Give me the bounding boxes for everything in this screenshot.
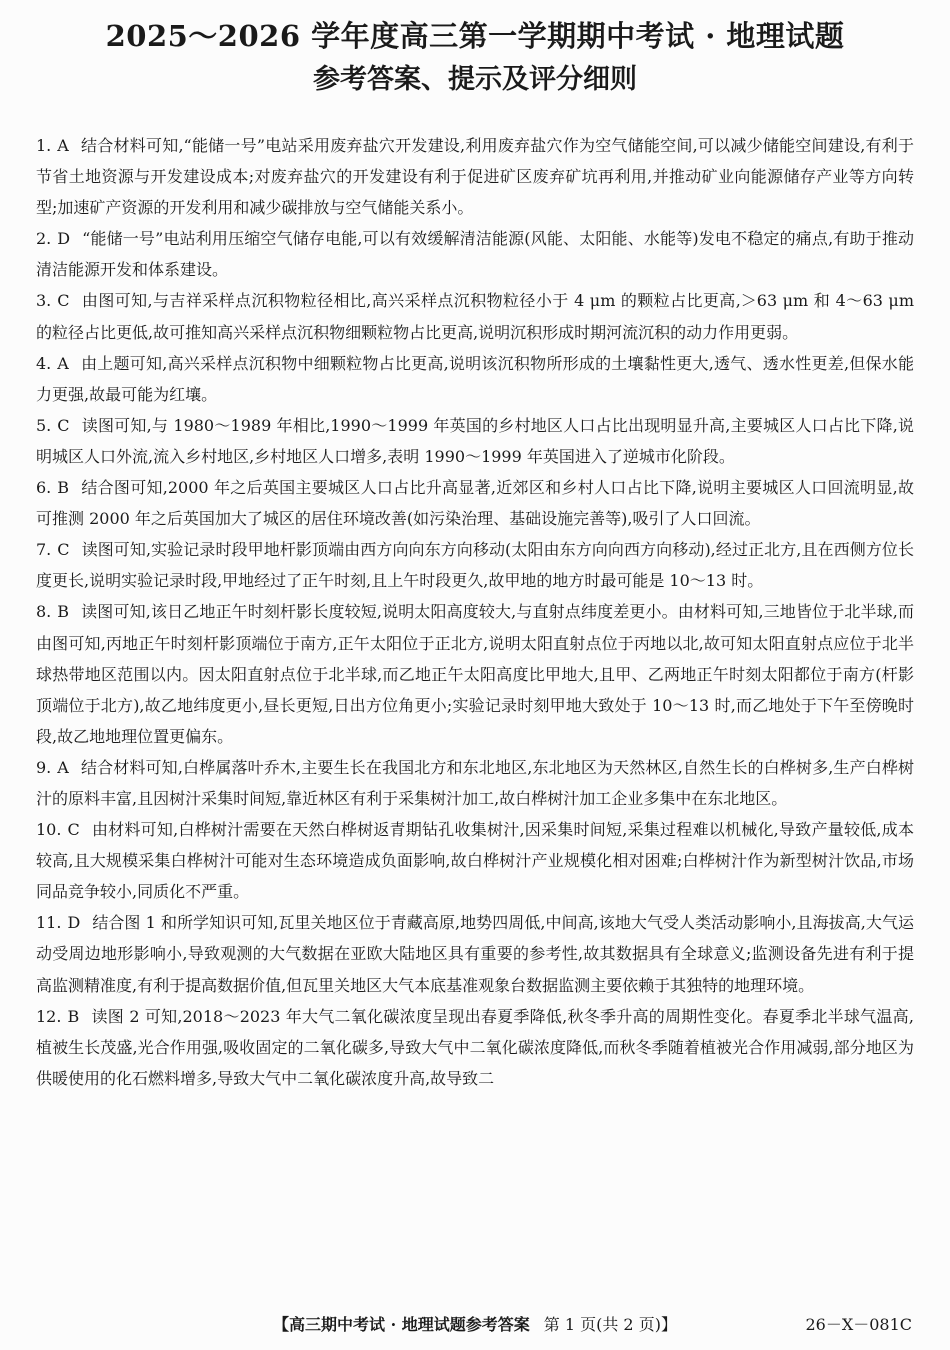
question-number: 1.	[36, 136, 52, 155]
answer-item	[36, 907, 914, 1000]
answer-explanation: 结合材料可知,“能储一号”电站采用废弃盐穴开发建设,利用废弃盐穴作为空气储能空间,可以减少储能空间建设,有利于节省土地资源与开发建设成本;对废弃盐穴的开发建设有利于促进矿区废弃矿坑再利用,并推动矿业向能源储存产业等方向转型;加速矿产资源的开发利用和减少碳排放与空气储能关系小。	[36, 136, 914, 218]
answer-item	[36, 1001, 914, 1094]
answer-letter: A	[57, 136, 69, 155]
answer-explanation: 由上题可知,高兴采样点沉积物中细颗粒物占比更高,说明该沉积物所形成的土壤黏性更大,透气、透水性更差,但保水能力更强,故最可能为红壤。	[36, 353, 914, 404]
answer-letter: A	[57, 757, 69, 777]
page-title: 2025～2026 学年度高三第一学期期中考试 · 地理试题	[105, 19, 845, 53]
answer-explanation: 读图可知,与 1980～1989 年相比,1990～1999 年英国的乡村地区人口占比出现明显升高,主要城区人口占比下降,说明城区人口外流,流入乡村地区,乡村地区人口增多,表明 1990～1999 年英国进入了逆城市化阶段。	[36, 415, 914, 466]
answer-item	[36, 472, 914, 534]
answer-item	[36, 223, 914, 285]
answer-letter: A	[57, 353, 69, 373]
answer-item	[36, 348, 914, 410]
question-number: 2.	[36, 229, 52, 249]
answer-letter: C	[67, 820, 80, 840]
question-number: 4.	[36, 353, 52, 373]
answer-letter: B	[67, 1006, 80, 1026]
answer-letter: C	[57, 540, 70, 560]
answer-item	[36, 814, 914, 907]
answer-letter: C	[57, 415, 70, 435]
answer-explanation: 结合图可知,2000 年之后英国主要城区人口占比升高显著,近郊区和乡村人口占比下降,说明主要城区人口回流明显,故可推测 2000 年之后英国加大了城区的居住环境改善(如污染治理、基础设施完善等),吸引了人口回流。	[36, 478, 914, 529]
footer-title: 【高三期中考试 · 地理试题参考答案	[273, 1315, 530, 1334]
answer-explanation: 结合材料可知,白桦属落叶乔木,主要生长在我国北方和东北地区,东北地区为天然林区,自然生长的白桦树多,生产白桦树汁的原料丰富,且因树汁采集时间短,靠近林区有利于采集树汁加工,故白桦树汁加工企业多集中在东北地区。	[36, 757, 914, 808]
document-code: 26－X－081C	[805, 1315, 912, 1334]
page-subtitle: 参考答案、提示及评分细则	[313, 64, 637, 95]
answer-list	[36, 130, 914, 1094]
answer-explanation: 读图可知,实验记录时段甲地杆影顶端由西方向向东方向移动(太阳由东方向向西方向移动),经过正北方,且在西侧方位长度更长,说明实验记录时段,甲地经过了正午时刻,且上午时段更久,故甲地的地方时最可能是 10～13 时。	[36, 540, 914, 591]
answer-explanation: 读图 2 可知,2018～2023 年大气二氧化碳浓度呈现出春夏季降低,秋冬季升高的周期性变化。春夏季北半球气温高,植被生长茂盛,光合作用强,吸收固定的二氧化碳多,导致大气中二氧化碳浓度降低,而秋冬季随着植被光合作用减弱,部分地区为供暖使用的化石燃料增多,导致大气中二氧化碳浓度升高,故导致二	[36, 1006, 914, 1088]
answer-item	[36, 752, 914, 814]
answer-explanation: “能储一号”电站利用压缩空气储存电能,可以有效缓解清洁能源(风能、太阳能、水能等)发电不稳定的痛点,有助于推动清洁能源开发和体系建设。	[36, 229, 914, 280]
answer-letter: B	[57, 478, 70, 498]
answer-item	[36, 285, 914, 347]
answer-item	[36, 534, 914, 596]
question-number: 10.	[36, 820, 62, 840]
page-footer	[0, 1310, 950, 1340]
answer-explanation: 读图可知,该日乙地正午时刻杆影长度较短,说明太阳高度较大,与直射点纬度差更小。由材料可知,三地皆位于北半球,而由图可知,丙地正午时刻杆影顶端位于南方,正午太阳位于正北方,说明太阳直射点位于丙地以北,故可知太阳直射点应位于北半球热带地区范围以内。因太阳直射点位于北半球,而乙地正午太阳高度比甲地大,且甲、乙两地正午时刻太阳都位于南方(杆影顶端位于北方),故乙地纬度更小,昼长更短,日出方位角更小;实验记录时刻甲地大致处于 10～13 时,而乙地处于下午至傍晚时段,故乙地地理位置更偏东。	[36, 602, 914, 746]
question-number: 12.	[36, 1006, 62, 1026]
question-number: 9.	[36, 757, 52, 777]
answer-letter: B	[57, 602, 70, 622]
answer-item	[36, 410, 914, 472]
question-number: 11.	[36, 913, 62, 933]
question-number: 5.	[36, 415, 52, 435]
answer-letter: C	[57, 291, 70, 311]
answer-item	[36, 130, 914, 223]
question-number: 6.	[36, 478, 52, 498]
page-number: 第 1 页(共 2 页)】	[543, 1315, 677, 1334]
question-number: 8.	[36, 602, 52, 622]
answer-letter: D	[67, 913, 81, 933]
answer-explanation: 结合图 1 和所学知识可知,瓦里关地区位于青藏高原,地势四周低,中间高,该地大气受人类活动影响小,且海拔高,大气运动受周边地形影响小,导致观测的大气数据在亚欧大陆地区具有重要的参考性,故其数据具有全球意义;监测设备先进有利于提高监测精准度,有利于提高数据价值,但瓦里关地区大气本底基准观象台数据监测主要依赖于其独特的地理环境。	[36, 913, 914, 995]
answer-item	[36, 596, 914, 751]
answer-explanation: 由材料可知,白桦树汁需要在天然白桦树返青期钻孔收集树汁,因采集时间短,采集过程难以机械化,导致产量较低,成本较高,且大规模采集白桦树汁可能对生态环境造成负面影响,故白桦树汁产业规模化相对困难;白桦树汁作为新型树汁饮品,市场同品竞争较小,同质化不严重。	[36, 820, 914, 902]
answer-explanation: 由图可知,与吉祥采样点沉积物粒径相比,高兴采样点沉积物粒径小于 4 μm 的颗粒占比更高,＞63 μm 和 4～63 μm 的粒径占比更低,故可推知高兴采样点沉积物细颗粒物占比更高,说明沉积形成时期河流沉积的动力作用更弱。	[36, 291, 914, 342]
question-number: 7.	[36, 540, 52, 560]
answer-letter: D	[57, 229, 71, 249]
question-number: 3.	[36, 291, 52, 311]
